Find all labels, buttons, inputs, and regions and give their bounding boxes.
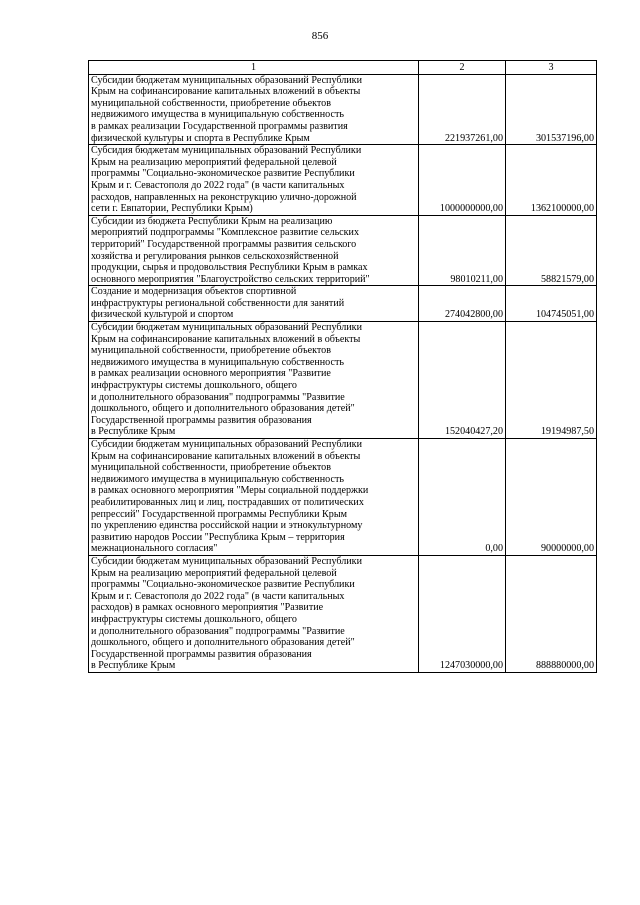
row-description: Субсидия бюджетам муниципальных образований Республики Крым на реализацию мероприятий федеральной целевой программы "Социально-экономическое развитие Республики Крым и г. Севастополя до 2022 года" (в части капитальных расходов, направленных на реконструкцию улично-дорожной сети г. Евпатории, Республики Крым): [89, 145, 419, 216]
budget-table: [88, 60, 597, 673]
row-description: Субсидии бюджетам муниципальных образований Республики Крым на реализацию мероприятий федеральной целевой программы "Социально-экономическое развитие Республики Крым и г. Севастополя до 2022 года" (в части капитальных расходов) в рамках основного мероприятия "Развитие инфраструктуры системы дошкольного, общего и дополнительного образования" подпрограммы "Развитие дошкольного, общего и дополнительного образования детей" Государственной программы развития образования в Республике Крым: [89, 555, 419, 672]
page-number: 856: [311, 30, 329, 42]
table-row: [89, 322, 597, 439]
row-value-column-2: 0,00: [419, 439, 506, 556]
table-row: [89, 74, 597, 145]
row-value-column-3: 1362100000,00: [506, 145, 597, 216]
row-description: Субсидии из бюджета Республики Крым на реализацию мероприятий подпрограммы "Комплексное развитие сельских территорий" Государственной программы развития сельского хозяйства и регулирования рынков сельскохозяйственной продукции, сырья и продовольствия Республики Крым в рамках основного мероприятия "Благоустройство сельских территорий": [89, 215, 419, 286]
column-header-1: 1: [89, 61, 419, 75]
column-header-2: 2: [419, 61, 506, 75]
row-description: Субсидии бюджетам муниципальных образований Республики Крым на софинансирование капитальных вложений в объекты муниципальной собственности, приобретение объектов недвижимого имущества в муниципальную собственность в рамках основного мероприятия "Меры социальной поддержки реабилитированных лиц и лиц, пострадавших от политических репрессий" Государственной программы Республики Крым по укреплению единства российской нации и этнокультурному развитию народов России "Республика Крым – территория межнационального согласия": [89, 439, 419, 556]
row-description: Субсидии бюджетам муниципальных образований Республики Крым на софинансирование капитальных вложений в объекты муниципальной собственности, приобретение объектов недвижимого имущества в муниципальную собственность в рамках реализации основного мероприятия "Развитие инфраструктуры системы дошкольного, общего и дополнительного образования" подпрограммы "Развитие дошкольного, общего и дополнительного образования детей" Государственной программы развития образования в Республике Крым: [89, 322, 419, 439]
table-row: [89, 286, 597, 322]
row-value-column-2: 274042800,00: [419, 286, 506, 322]
row-value-column-2: 152040427,20: [419, 322, 506, 439]
table-row: [89, 555, 597, 672]
column-header-3: 3: [506, 61, 597, 75]
table-row: [89, 215, 597, 286]
row-value-column-3: 19194987,50: [506, 322, 597, 439]
row-value-column-2: 1247030000,00: [419, 555, 506, 672]
row-value-column-3: 104745051,00: [506, 286, 597, 322]
row-description: Субсидии бюджетам муниципальных образований Республики Крым на софинансирование капитальных вложений в объекты муниципальной собственности, приобретение объектов недвижимого имущества в муниципальную собственность в рамках реализации Государственной программы развития физической культуры и спорта в Республике Крым: [89, 74, 419, 145]
table-row: [89, 145, 597, 216]
row-value-column-3: 90000000,00: [506, 439, 597, 556]
row-value-column-2: 221937261,00: [419, 74, 506, 145]
table-row: [89, 439, 597, 556]
row-value-column-3: 58821579,00: [506, 215, 597, 286]
row-value-column-2: 98010211,00: [419, 215, 506, 286]
row-value-column-3: 301537196,00: [506, 74, 597, 145]
row-value-column-2: 1000000000,00: [419, 145, 506, 216]
table-header-row: [89, 61, 597, 75]
row-value-column-3: 888880000,00: [506, 555, 597, 672]
row-description: Создание и модернизация объектов спортивной инфраструктуры региональной собственности для занятий физической культурой и спортом: [89, 286, 419, 322]
